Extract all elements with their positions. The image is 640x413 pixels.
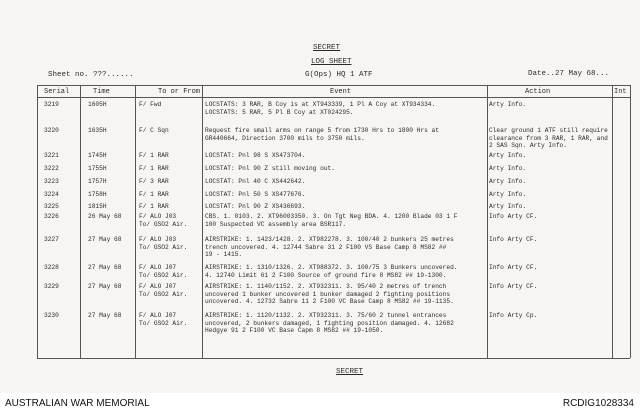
serial-cell: 3229 bbox=[44, 283, 59, 290]
column-header: Time bbox=[93, 88, 110, 96]
secret-bottom-label: SECRET bbox=[336, 368, 364, 376]
event-cell: LOCSTAT: Pnl 50 S XS477676. bbox=[205, 191, 306, 198]
action-cell: Info Arty CF. bbox=[489, 264, 538, 271]
to-from-cell: F/ ALO J03 bbox=[139, 236, 177, 243]
serial-cell: 3219 bbox=[44, 101, 59, 108]
event-cell: AIRSTRIKE: 1. 1310/1326. 2. XT988372. 3. 100/75 3 Bunkers uncovered. bbox=[205, 264, 458, 271]
date-field: Date..27 May 68... bbox=[528, 70, 610, 78]
event-cell: Hedgye 91 2 F100 VC Base Capm 8 MS82 ## 19-1050. bbox=[205, 327, 384, 335]
to-from-cell: F/ 1 RAR bbox=[139, 152, 169, 159]
serial-cell: 3224 bbox=[44, 191, 59, 198]
to-from-cell: F/ 1 RAR bbox=[139, 203, 169, 210]
event-cell: LOCSTAT: Pnl 98 S XS473704. bbox=[205, 152, 306, 159]
action-cell: Arty Info. bbox=[489, 165, 527, 172]
to-from-cell: To/ GSO2 Air. bbox=[139, 290, 188, 298]
log-sheet-title: LOG SHEET bbox=[311, 58, 352, 66]
action-cell: Info Arty CF. bbox=[489, 236, 538, 243]
action-cell: Info Arty Cp. bbox=[489, 312, 538, 319]
action-cell: Clear ground 1 ATF still require bbox=[489, 127, 608, 134]
action-cell: Arty Info. bbox=[489, 152, 527, 159]
event-cell: 4. 12740 Limit 61 2 F100 Source of ground fire 8 MS82 ## 19-1300. bbox=[205, 271, 447, 279]
secret-top-label: SECRET bbox=[313, 44, 341, 52]
event-cell: 100 Suspected VC assembly area BSR117. bbox=[205, 220, 347, 228]
column-header: To or From bbox=[158, 88, 201, 96]
event-cell: AIRSTRIKE: 1. 1140/1152. 2. XT932311. 3. 95/40 2 metres of trench bbox=[205, 283, 447, 290]
serial-cell: 3221 bbox=[44, 152, 59, 159]
column-header: Int bbox=[614, 88, 627, 96]
column-divider bbox=[135, 85, 136, 358]
to-from-cell: F/ 1 RAR bbox=[139, 165, 169, 172]
event-cell: LOCSTATS: 3 RAR, B Coy is at XT943339, 1 Pl A Coy at XT934334. bbox=[205, 101, 436, 108]
action-cell: Info Arty CF. bbox=[489, 213, 538, 220]
event-cell: LOCSTAT: Pnl 40 C XS442642. bbox=[205, 178, 306, 185]
time-cell: 1755H bbox=[88, 165, 107, 172]
to-from-cell: F/ ALO J07 bbox=[139, 283, 177, 290]
event-cell: LOCSTAT: Pnl 90 Z XS436693. bbox=[205, 203, 306, 210]
to-from-cell: To/ GSO2 Air. bbox=[139, 243, 188, 251]
time-cell: 26 May 68 bbox=[88, 213, 122, 220]
time-cell: 1757H bbox=[88, 178, 107, 185]
event-cell: uncovered. 4. 12732 Sabre 11 2 F100 VC Base Camp 8 MS82 ## 19-1135. bbox=[205, 298, 454, 306]
archive-source: AUSTRALIAN WAR MEMORIAL bbox=[5, 398, 150, 409]
to-from-cell: F/ ALO J07 bbox=[139, 312, 177, 319]
time-cell: 1815H bbox=[88, 203, 107, 210]
to-from-cell: F/ 3 RAR bbox=[139, 178, 169, 185]
action-cell: Arty Info. bbox=[489, 191, 527, 198]
column-header: Action bbox=[525, 88, 551, 96]
serial-cell: 3230 bbox=[44, 312, 59, 319]
column-divider bbox=[630, 85, 631, 358]
unit-heading: G(Ops) HQ 1 ATF bbox=[305, 71, 373, 79]
to-from-cell: F/ ALO J03 bbox=[139, 213, 177, 220]
serial-cell: 3228 bbox=[44, 264, 59, 271]
column-header: Event bbox=[330, 88, 352, 96]
time-cell: 27 May 68 bbox=[88, 236, 122, 243]
to-from-cell: To/ GSO2 Air. bbox=[139, 319, 188, 327]
event-cell: LOCSTATS: 5 RAR, 5 Pl B Coy at XT024295. bbox=[205, 108, 354, 116]
event-cell: AIRSTRIKE: 1. 1120/1132. 2. XT932311. 3. 75/60 2 tunnel entrances bbox=[205, 312, 447, 319]
event-cell: AIRSTRIKE: 1. 1423/1428. 2. XT982278. 3. 100/40 2 bunkers 25 metres bbox=[205, 236, 454, 243]
serial-cell: 3227 bbox=[44, 236, 59, 243]
event-cell: LOCSTAT: Pnl 90 Z still moving out. bbox=[205, 165, 335, 172]
table-top-rule bbox=[37, 85, 630, 86]
archive-footer bbox=[0, 393, 640, 413]
serial-cell: 3225 bbox=[44, 203, 59, 210]
column-divider bbox=[487, 85, 488, 358]
sheet-number: Sheet no. ???...... bbox=[48, 71, 134, 79]
table-header-rule bbox=[37, 97, 630, 98]
event-cell: GR440664, Direction 3700 mils to 3750 mils. bbox=[205, 134, 365, 142]
event-cell: 19 - 1415. bbox=[205, 251, 243, 259]
to-from-cell: F/ 1 RAR bbox=[139, 191, 169, 198]
action-cell: 2 SAS Sqn. Arty Info. bbox=[489, 142, 567, 150]
to-from-cell: F/ Fwd bbox=[139, 101, 162, 108]
table-bottom-rule bbox=[37, 358, 630, 359]
to-from-cell: To/ GSO2 Air. bbox=[139, 220, 188, 228]
action-cell: Arty Info. bbox=[489, 203, 527, 210]
serial-cell: 3226 bbox=[44, 213, 59, 220]
time-cell: 27 May 68 bbox=[88, 283, 122, 290]
time-cell: 1758H bbox=[88, 191, 107, 198]
serial-cell: 3223 bbox=[44, 178, 59, 185]
action-cell: Arty Info. bbox=[489, 101, 527, 108]
archive-reference: RCDIG1028334 bbox=[562, 398, 634, 409]
action-cell: clearance from 3 RAR, 1 RAR, and bbox=[489, 134, 608, 142]
to-from-cell: To/ GSO2 Air. bbox=[139, 271, 188, 279]
serial-cell: 3222 bbox=[44, 165, 59, 172]
event-cell: uncovered 1 bunker uncovered 1 bunker damaged 2 fighting positions bbox=[205, 290, 451, 298]
time-cell: 27 May 68 bbox=[88, 264, 122, 271]
time-cell: 27 May 68 bbox=[88, 312, 122, 319]
time-cell: 1635H bbox=[88, 127, 107, 134]
action-cell: Info Arty CF. bbox=[489, 283, 538, 290]
column-divider bbox=[37, 85, 38, 358]
time-cell: 1745H bbox=[88, 152, 107, 159]
event-cell: CBS. 1. 0103. 2. XT96003350. 3. On Tgt Neg BDA. 4. 1200 Blade 03 1 F bbox=[205, 213, 458, 220]
time-cell: 1605H bbox=[88, 101, 107, 108]
action-cell: Arty Info. bbox=[489, 178, 527, 185]
column-divider bbox=[80, 85, 81, 358]
serial-cell: 3220 bbox=[44, 127, 59, 134]
event-cell: Request fire small arms on range 5 from 1730 Hrs to 1800 Hrs at bbox=[205, 127, 439, 134]
event-cell: trench uncovered. 4. 12744 Sabre 31 2 F100 VS Base Camp 8 MS82 ## bbox=[205, 243, 447, 251]
event-cell: uncovered, 2 bunkers damaged, 1 fighting position damaged. 4. 12682 bbox=[205, 319, 454, 327]
to-from-cell: F/ C Sqn bbox=[139, 127, 169, 134]
to-from-cell: F/ ALO J07 bbox=[139, 264, 177, 271]
column-header: Serial bbox=[44, 88, 70, 96]
column-divider bbox=[202, 85, 203, 358]
